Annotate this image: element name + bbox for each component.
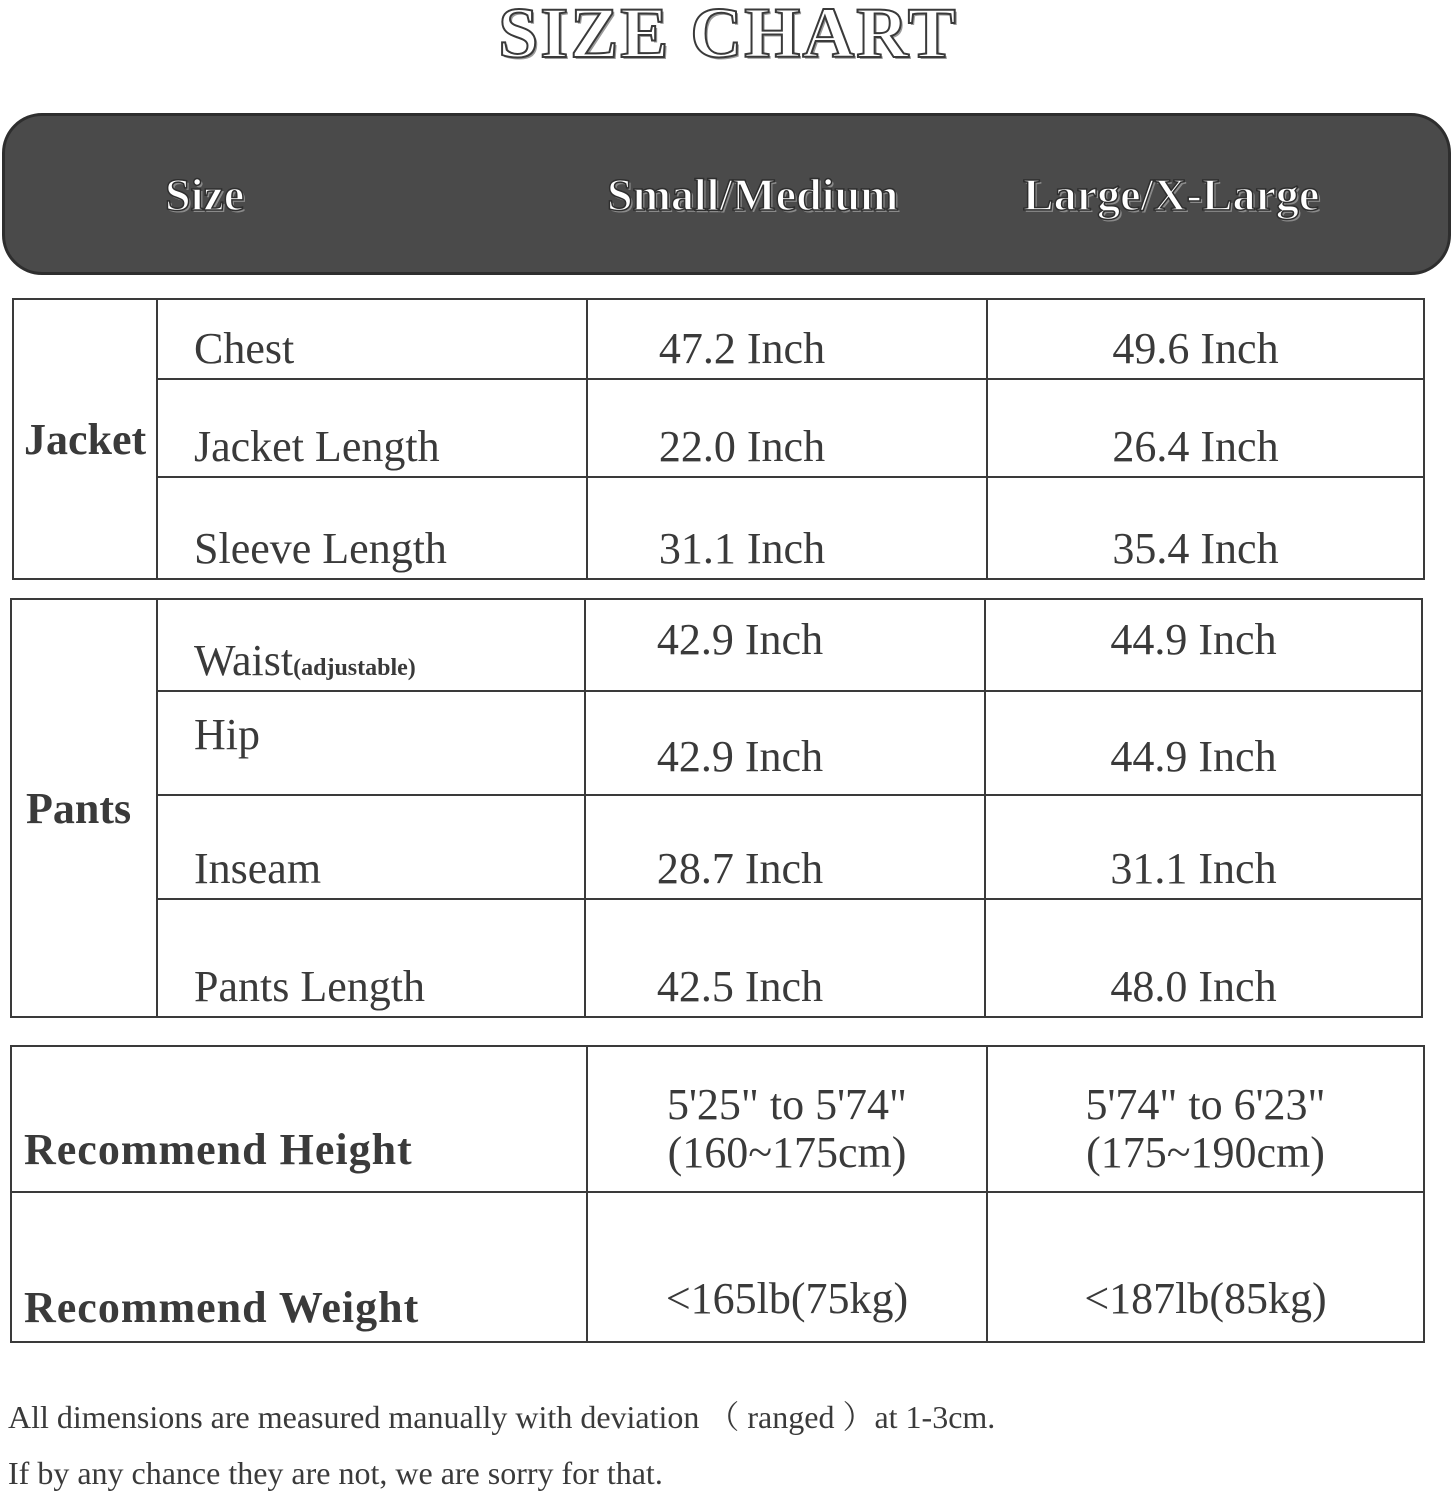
value-chest-lg: 49.6 Inch <box>987 299 1424 379</box>
table-row <box>11 691 1422 795</box>
value-inseam-sm: 28.7 Inch <box>585 795 985 899</box>
value-pants-length-lg: 48.0 Inch <box>985 899 1422 1017</box>
value-waist-sm: 42.9 Inch <box>585 599 985 691</box>
value-jacket-length-lg: 26.4 Inch <box>987 379 1424 477</box>
value-waist-lg: 44.9 Inch <box>985 599 1422 691</box>
row-label-sleeve-length: Sleeve Length <box>157 477 587 579</box>
value-weight-sm: <165lb(75kg) <box>587 1192 987 1342</box>
table-row <box>13 299 1424 379</box>
height-lg-imperial: 5'74" to 6'23" <box>1085 1080 1326 1129</box>
height-sm-imperial: 5'25" to 5'74" <box>666 1080 907 1129</box>
value-hip-sm: 42.9 Inch <box>585 691 985 795</box>
row-label-hip: Hip <box>157 691 585 795</box>
recommend-table <box>10 1045 1425 1343</box>
table-row <box>13 477 1424 579</box>
page-title: SIZE CHART <box>498 0 958 73</box>
header-large-xlarge: Large/X-Large <box>1023 169 1320 220</box>
header-small-medium: Small/Medium <box>607 169 899 220</box>
value-weight-lg: <187lb(85kg) <box>987 1192 1424 1342</box>
table-row <box>11 1192 1424 1342</box>
size-header-bar <box>2 113 1451 275</box>
value-sleeve-length-sm: 31.1 Inch <box>587 477 987 579</box>
value-inseam-lg: 31.1 Inch <box>985 795 1422 899</box>
row-label-inseam: Inseam <box>157 795 585 899</box>
height-sm-metric: (160~175cm) <box>667 1128 907 1177</box>
row-label-recommend-height: Recommend Height <box>11 1046 587 1192</box>
value-chest-sm: 47.2 Inch <box>587 299 987 379</box>
value-pants-length-sm: 42.5 Inch <box>585 899 985 1017</box>
waist-label: Waist <box>194 636 294 685</box>
height-lg-metric: (175~190cm) <box>1086 1128 1325 1177</box>
value-height-lg <box>987 1046 1424 1192</box>
row-label-recommend-weight: Recommend Weight <box>11 1192 587 1342</box>
value-hip-lg: 44.9 Inch <box>985 691 1422 795</box>
table-row <box>11 795 1422 899</box>
measurement-note: All dimensions are measured manually with deviation （ ranged ）at 1-3cm. <box>8 1399 996 1435</box>
group-label-pants: Pants <box>11 599 157 1017</box>
value-height-sm <box>587 1046 987 1192</box>
value-jacket-length-sm: 22.0 Inch <box>587 379 987 477</box>
value-sleeve-length-lg: 35.4 Inch <box>987 477 1424 579</box>
waist-adjustable-note: (adjustable) <box>293 655 416 681</box>
jacket-table <box>12 298 1425 580</box>
table-row <box>13 379 1424 477</box>
table-row <box>11 899 1422 1017</box>
row-label-waist <box>157 599 585 691</box>
row-label-pants-length: Pants Length <box>157 899 585 1017</box>
row-label-chest: Chest <box>157 299 587 379</box>
table-row <box>11 1046 1424 1192</box>
pants-table <box>10 598 1423 1018</box>
apology-note: If by any chance they are not, we are sorry for that. <box>8 1455 663 1491</box>
row-label-jacket-length: Jacket Length <box>157 379 587 477</box>
group-label-jacket: Jacket <box>13 299 157 579</box>
header-size: Size <box>165 169 245 220</box>
table-row <box>11 599 1422 691</box>
